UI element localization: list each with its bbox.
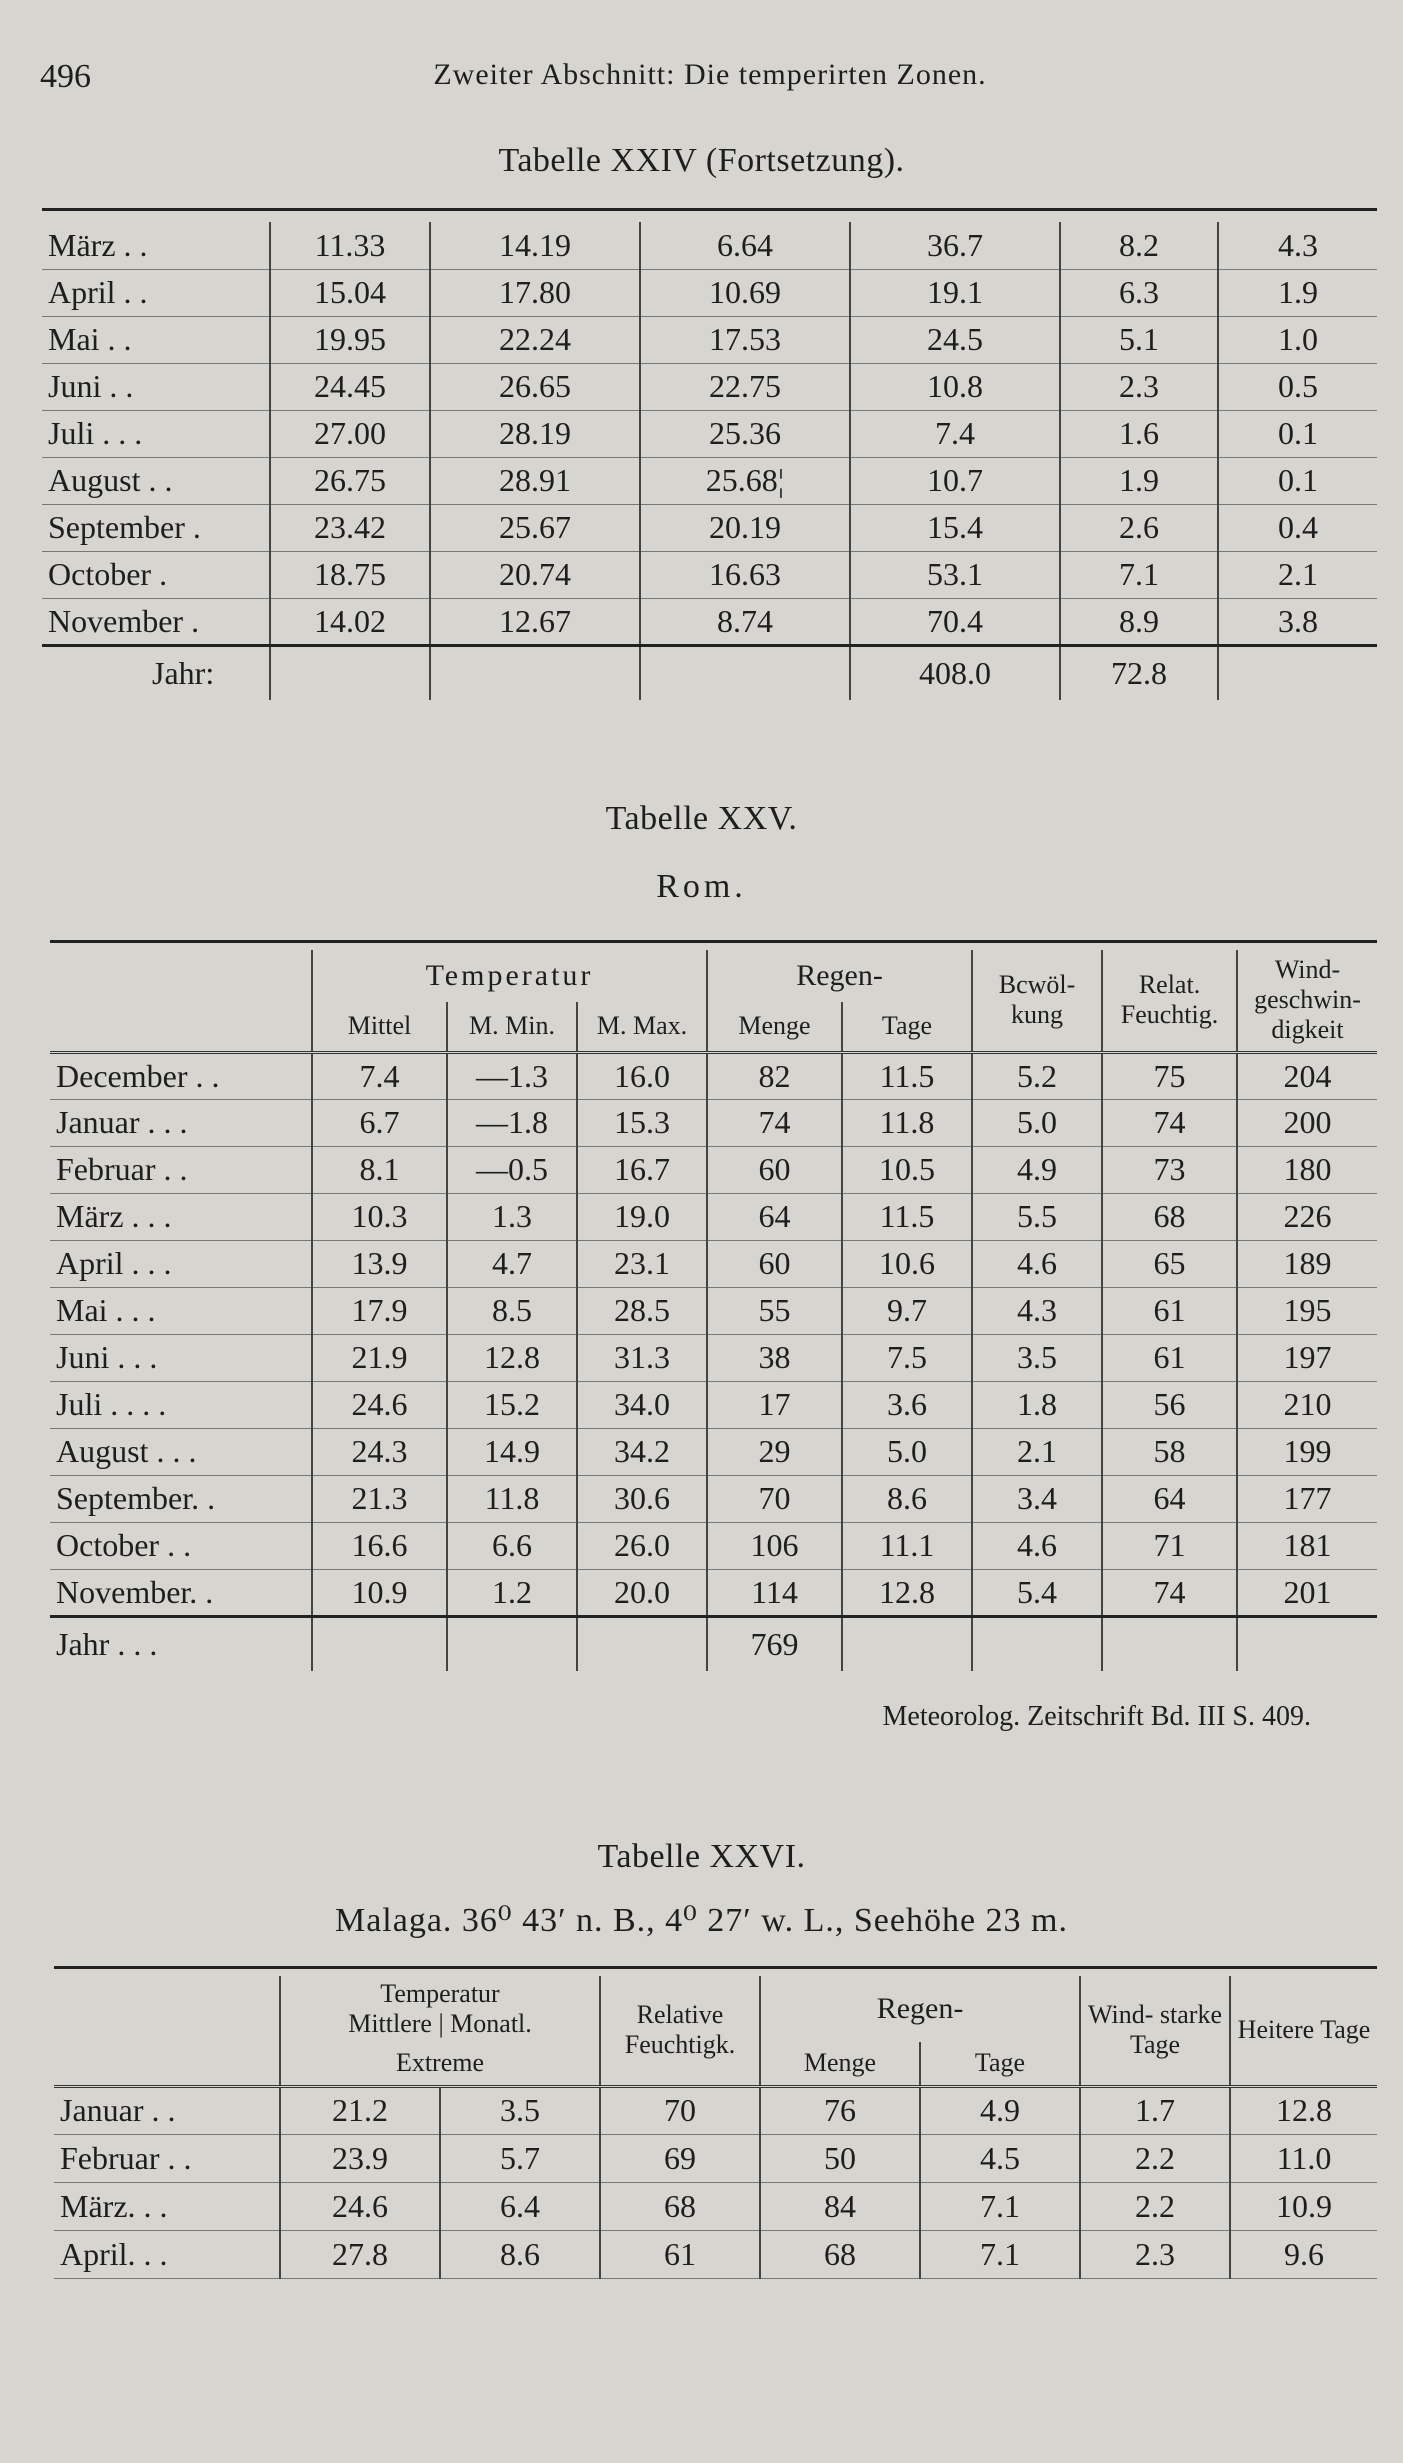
t25-cell: 20.0 (577, 1569, 707, 1616)
t24-cell: 7.4 (850, 410, 1060, 457)
t25-cell: 16.7 (577, 1146, 707, 1193)
t25-row (50, 1099, 1377, 1146)
t25-cell: 10.5 (842, 1146, 972, 1193)
t24-cell: 17.53 (640, 316, 850, 363)
t24-cell: 18.75 (270, 551, 430, 598)
t24-cell: 1.0 (1218, 316, 1377, 363)
t25-cell: 12.8 (842, 1569, 972, 1616)
running-title: Zweiter Abschnitt: Die temperirten Zonen. (433, 58, 987, 91)
t25-cell: 74 (1102, 1569, 1237, 1616)
t25-cell: 7.4 (312, 1052, 447, 1099)
t25-cell: 68 (1102, 1193, 1237, 1240)
t24-cell: 22.24 (430, 316, 640, 363)
t24-cell: 53.1 (850, 551, 1060, 598)
t24-cell: 70.4 (850, 598, 1060, 645)
t26-cell: 7.1 (920, 2182, 1080, 2230)
t24-cell: 5.1 (1060, 316, 1218, 363)
t25-total-cell (842, 1616, 972, 1671)
t25-row-label: Juli . . . . (50, 1381, 312, 1428)
t25-row-label: April . . . (50, 1240, 312, 1287)
t25-row-label: December . . (50, 1052, 312, 1099)
t25-header-relat: Relat. Feuchtig. (1102, 950, 1237, 1052)
t24-cell: 1.9 (1060, 457, 1218, 504)
t25-cell: 3.5 (972, 1334, 1102, 1381)
t25-cell: 8.6 (842, 1475, 972, 1522)
t25-cell: 13.9 (312, 1240, 447, 1287)
t25-total-cell (1102, 1616, 1237, 1671)
t24-cell: 0.1 (1218, 410, 1377, 457)
t26-cell: 2.3 (1080, 2230, 1230, 2278)
t24-total-cell (270, 645, 430, 700)
t26-cell: 8.6 (440, 2230, 600, 2278)
t25-cell: —1.3 (447, 1052, 577, 1099)
t25-cell: 60 (707, 1240, 842, 1287)
t26-cell: 5.7 (440, 2134, 600, 2182)
t24-row-label: September . (42, 504, 270, 551)
t25-cell: 60 (707, 1146, 842, 1193)
t25-cell: 6.6 (447, 1522, 577, 1569)
t25-cell: 82 (707, 1052, 842, 1099)
t26-cell: 50 (760, 2134, 920, 2182)
t25-cell: 226 (1237, 1193, 1377, 1240)
t26-header-heitere: Heitere Tage (1230, 1976, 1377, 2086)
t25-header-mittel: Mittel (312, 1002, 447, 1052)
t25-cell: 65 (1102, 1240, 1237, 1287)
t24-cell: 0.4 (1218, 504, 1377, 551)
t25-cell: 11.1 (842, 1522, 972, 1569)
t26-row-label: Januar . . (54, 2086, 280, 2134)
t24-cell: 16.63 (640, 551, 850, 598)
t24-cell: 8.2 (1060, 222, 1218, 269)
t25-row-label: März . . . (50, 1193, 312, 1240)
t25-cell: 177 (1237, 1475, 1377, 1522)
t24-cell: 26.65 (430, 363, 640, 410)
t25-cell: —1.8 (447, 1099, 577, 1146)
t25-cell: 16.0 (577, 1052, 707, 1099)
t26-cell: 70 (600, 2086, 760, 2134)
t25-cell: 4.6 (972, 1240, 1102, 1287)
t26-header-menge: Menge (760, 2042, 920, 2086)
t25-cell: 200 (1237, 1099, 1377, 1146)
t24-cell: 22.75 (640, 363, 850, 410)
t25-row (50, 1475, 1377, 1522)
t26-cell: 23.9 (280, 2134, 440, 2182)
t25-corner (50, 950, 312, 1052)
t25-cell: 10.3 (312, 1193, 447, 1240)
t24-cell: 36.7 (850, 222, 1060, 269)
t25-row (50, 1522, 1377, 1569)
t24-row-label: November . (42, 598, 270, 645)
t25-cell: 11.8 (447, 1475, 577, 1522)
t24-row (42, 316, 1377, 363)
t26-header-temperatur-label: Temperatur (380, 1979, 500, 2009)
t24-cell: 25.67 (430, 504, 640, 551)
table-25-title: Tabelle XXV. (605, 800, 798, 837)
t25-row-label: Mai . . . (50, 1287, 312, 1334)
t25-header-bewoelkung: Bcwöl- kung (972, 950, 1102, 1052)
t24-cell: 10.7 (850, 457, 1060, 504)
t25-cell: 201 (1237, 1569, 1377, 1616)
t25-row (50, 1428, 1377, 1475)
t25-cell: 5.2 (972, 1052, 1102, 1099)
t25-cell: 11.5 (842, 1193, 972, 1240)
t24-cell: 4.3 (1218, 222, 1377, 269)
t26-header-regen: Regen- (760, 1976, 1080, 2042)
t25-cell: 38 (707, 1334, 842, 1381)
t24-total-cell: 72.8 (1060, 645, 1218, 700)
t25-total-cell (972, 1616, 1102, 1671)
t25-total-cell (1237, 1616, 1377, 1671)
t25-cell: 11.5 (842, 1052, 972, 1099)
t25-cell: 28.5 (577, 1287, 707, 1334)
t24-cell: 8.9 (1060, 598, 1218, 645)
t24-cell: 19.1 (850, 269, 1060, 316)
t25-cell: 64 (707, 1193, 842, 1240)
t25-cell: 1.8 (972, 1381, 1102, 1428)
t25-cell: 10.9 (312, 1569, 447, 1616)
t25-cell: 189 (1237, 1240, 1377, 1287)
t25-cell: 197 (1237, 1334, 1377, 1381)
t25-cell: 19.0 (577, 1193, 707, 1240)
table-25 (50, 950, 1377, 1671)
t24-cell: 19.95 (270, 316, 430, 363)
t24-cell: 24.45 (270, 363, 430, 410)
t26-header-wind: Wind- starke Tage (1080, 1976, 1230, 2086)
t25-cell: 5.0 (972, 1099, 1102, 1146)
t25-cell: 4.7 (447, 1240, 577, 1287)
t26-cell: 4.9 (920, 2086, 1080, 2134)
t26-cell: 69 (600, 2134, 760, 2182)
t25-cell: 5.5 (972, 1193, 1102, 1240)
t26-cell: 3.5 (440, 2086, 600, 2134)
t26-header-mittlere-monatl: Mittlere | Monatl. (348, 2009, 532, 2038)
t26-header-temperatur (280, 1976, 600, 2042)
t25-row-label: Februar . . (50, 1146, 312, 1193)
t25-cell: 1.3 (447, 1193, 577, 1240)
t26-cell: 84 (760, 2182, 920, 2230)
t25-cell: 4.6 (972, 1522, 1102, 1569)
t25-cell: 15.3 (577, 1099, 707, 1146)
t24-row (42, 222, 1377, 269)
t24-cell: 26.75 (270, 457, 430, 504)
t24-cell: 10.8 (850, 363, 1060, 410)
t26-cell: 68 (600, 2182, 760, 2230)
t26-cell: 76 (760, 2086, 920, 2134)
t25-row-label: Juni . . . (50, 1334, 312, 1381)
t25-row (50, 1334, 1377, 1381)
t25-cell: 34.0 (577, 1381, 707, 1428)
table-26 (54, 1976, 1377, 2279)
t25-cell: 55 (707, 1287, 842, 1334)
t25-header-regen: Regen- (707, 950, 972, 1002)
t25-cell: 61 (1102, 1334, 1237, 1381)
t26-cell: 7.1 (920, 2230, 1080, 2278)
table-25-subtitle: Rom. (656, 868, 747, 905)
t25-total-cell: 769 (707, 1616, 842, 1671)
t24-cell: 14.02 (270, 598, 430, 645)
t26-cell: 21.2 (280, 2086, 440, 2134)
t25-total-row (50, 1616, 1377, 1671)
t24-cell: 20.74 (430, 551, 640, 598)
t25-row-label: November. . (50, 1569, 312, 1616)
table-26-title: Tabelle XXVI. (597, 1838, 806, 1875)
t24-row-label: Juni . . (42, 363, 270, 410)
t25-cell: 21.3 (312, 1475, 447, 1522)
page-header (40, 52, 1380, 102)
t24-cell: 2.1 (1218, 551, 1377, 598)
t25-header-wind: Wind- geschwin- digkeit (1237, 950, 1377, 1052)
t24-row (42, 551, 1377, 598)
t26-header-relative: Relative Feuchtigk. (600, 1976, 760, 2086)
t25-row-label: Januar . . . (50, 1099, 312, 1146)
t24-cell: 15.04 (270, 269, 430, 316)
t24-cell: 27.00 (270, 410, 430, 457)
t26-row-label: März. . . (54, 2182, 280, 2230)
t24-cell: 1.9 (1218, 269, 1377, 316)
t25-row-label: September. . (50, 1475, 312, 1522)
t25-cell: 199 (1237, 1428, 1377, 1475)
t25-cell: 23.1 (577, 1240, 707, 1287)
t25-cell: 70 (707, 1475, 842, 1522)
t24-row (42, 598, 1377, 645)
t25-cell: 29 (707, 1428, 842, 1475)
t25-header-mmin: M. Min. (447, 1002, 577, 1052)
t24-cell: 23.42 (270, 504, 430, 551)
page-number: 496 (40, 58, 91, 95)
t25-cell: 114 (707, 1569, 842, 1616)
t24-cell: 25.36 (640, 410, 850, 457)
t25-cell: 17 (707, 1381, 842, 1428)
t24-total-cell: 408.0 (850, 645, 1060, 700)
t24-row (42, 504, 1377, 551)
t25-row (50, 1052, 1377, 1099)
t26-header-extreme: Extreme (280, 2042, 600, 2086)
t26-cell: 2.2 (1080, 2134, 1230, 2182)
t24-row (42, 410, 1377, 457)
t24-cell: 12.67 (430, 598, 640, 645)
t24-total-cell (430, 645, 640, 700)
t24-total-row (42, 645, 1377, 700)
t24-row-label: Mai . . (42, 316, 270, 363)
t26-row (54, 2182, 1377, 2230)
t24-cell: 1.6 (1060, 410, 1218, 457)
t25-cell: 24.3 (312, 1428, 447, 1475)
t24-cell: 7.1 (1060, 551, 1218, 598)
t25-header-temperatur: Temperatur (312, 950, 707, 1002)
table-25-top-rule (50, 940, 1377, 943)
t25-total-cell (447, 1616, 577, 1671)
t26-row-label: April. . . (54, 2230, 280, 2278)
t24-cell: 15.4 (850, 504, 1060, 551)
t26-row (54, 2230, 1377, 2278)
t26-header-tage: Tage (920, 2042, 1080, 2086)
t24-cell: 6.64 (640, 222, 850, 269)
t25-total-cell (577, 1616, 707, 1671)
t25-header-mmax: M. Max. (577, 1002, 707, 1052)
t25-cell: 5.4 (972, 1569, 1102, 1616)
t25-cell: 4.9 (972, 1146, 1102, 1193)
t25-cell: 31.3 (577, 1334, 707, 1381)
t24-cell: 20.19 (640, 504, 850, 551)
t25-cell: 74 (1102, 1099, 1237, 1146)
table-26-top-rule (54, 1966, 1377, 1969)
t26-cell: 10.9 (1230, 2182, 1377, 2230)
t25-cell: 15.2 (447, 1381, 577, 1428)
t26-cell: 1.7 (1080, 2086, 1230, 2134)
t25-cell: 6.7 (312, 1099, 447, 1146)
t26-cell: 68 (760, 2230, 920, 2278)
t26-row (54, 2086, 1377, 2134)
t25-cell: 195 (1237, 1287, 1377, 1334)
t25-cell: 106 (707, 1522, 842, 1569)
t25-header-menge: Menge (707, 1002, 842, 1052)
t26-cell: 61 (600, 2230, 760, 2278)
t25-cell: 11.8 (842, 1099, 972, 1146)
t25-cell: 21.9 (312, 1334, 447, 1381)
t24-cell: 28.91 (430, 457, 640, 504)
t25-cell: 3.4 (972, 1475, 1102, 1522)
t26-cell: 2.2 (1080, 2182, 1230, 2230)
t24-row-label: April . . (42, 269, 270, 316)
t24-row (42, 269, 1377, 316)
t25-cell: 8.1 (312, 1146, 447, 1193)
t25-cell: 180 (1237, 1146, 1377, 1193)
t25-cell: 74 (707, 1099, 842, 1146)
t24-cell: 0.1 (1218, 457, 1377, 504)
t26-cell: 4.5 (920, 2134, 1080, 2182)
t26-cell: 11.0 (1230, 2134, 1377, 2182)
t25-cell: 26.0 (577, 1522, 707, 1569)
t26-row (54, 2134, 1377, 2182)
t25-cell: 17.9 (312, 1287, 447, 1334)
t25-total-label: Jahr . . . (56, 1625, 158, 1662)
t25-cell: 58 (1102, 1428, 1237, 1475)
t24-row-label: Juli . . . (42, 410, 270, 457)
t26-corner (54, 1976, 280, 2086)
t24-row-label: October . (42, 551, 270, 598)
t24-cell: 24.5 (850, 316, 1060, 363)
t24-row (42, 457, 1377, 504)
table-26-subtitle: Malaga. 36⁰ 43′ n. B., 4⁰ 27′ w. L., Seehöhe 23 m. (334, 1902, 1068, 1939)
t25-cell: 181 (1237, 1522, 1377, 1569)
table-24-title: Tabelle XXIV (Fortsetzung). (498, 142, 905, 179)
t26-cell: 6.4 (440, 2182, 600, 2230)
t24-cell: 2.3 (1060, 363, 1218, 410)
t25-cell: 10.6 (842, 1240, 972, 1287)
t25-row (50, 1146, 1377, 1193)
t25-cell: 5.0 (842, 1428, 972, 1475)
t25-cell: 75 (1102, 1052, 1237, 1099)
t25-cell: —0.5 (447, 1146, 577, 1193)
t25-cell: 30.6 (577, 1475, 707, 1522)
t24-cell: 2.6 (1060, 504, 1218, 551)
t24-cell: 6.3 (1060, 269, 1218, 316)
t26-cell: 9.6 (1230, 2230, 1377, 2278)
t25-cell: 16.6 (312, 1522, 447, 1569)
t25-cell: 3.6 (842, 1381, 972, 1428)
t25-row-label: October . . (50, 1522, 312, 1569)
t25-row (50, 1193, 1377, 1240)
t25-cell: 61 (1102, 1287, 1237, 1334)
t25-cell: 204 (1237, 1052, 1377, 1099)
t25-cell: 1.2 (447, 1569, 577, 1616)
t25-cell: 71 (1102, 1522, 1237, 1569)
t25-cell: 14.9 (447, 1428, 577, 1475)
t24-total-cell (1218, 645, 1377, 700)
t24-cell: 14.19 (430, 222, 640, 269)
t25-row (50, 1381, 1377, 1428)
t25-cell: 34.2 (577, 1428, 707, 1475)
t26-cell: 27.8 (280, 2230, 440, 2278)
t26-row-label: Februar . . (54, 2134, 280, 2182)
t26-cell: 12.8 (1230, 2086, 1377, 2134)
table-24 (42, 222, 1377, 700)
t24-cell: 8.74 (640, 598, 850, 645)
t25-cell: 4.3 (972, 1287, 1102, 1334)
t25-cell: 9.7 (842, 1287, 972, 1334)
t24-cell: 17.80 (430, 269, 640, 316)
t25-cell: 24.6 (312, 1381, 447, 1428)
t25-cell: 56 (1102, 1381, 1237, 1428)
t25-total-cell (312, 1616, 447, 1671)
t24-cell: 0.5 (1218, 363, 1377, 410)
t24-total-label: Jahr: (152, 654, 215, 691)
t25-cell: 64 (1102, 1475, 1237, 1522)
t25-cell: 210 (1237, 1381, 1377, 1428)
t24-cell: 3.8 (1218, 598, 1377, 645)
t25-cell: 12.8 (447, 1334, 577, 1381)
t24-cell: 28.19 (430, 410, 640, 457)
t25-row (50, 1569, 1377, 1616)
t25-cell: 73 (1102, 1146, 1237, 1193)
t24-row-label: August . . (42, 457, 270, 504)
t25-cell: 2.1 (972, 1428, 1102, 1475)
t26-cell: 24.6 (280, 2182, 440, 2230)
t24-row (42, 363, 1377, 410)
t24-cell: 10.69 (640, 269, 850, 316)
t25-cell: 8.5 (447, 1287, 577, 1334)
t25-row (50, 1287, 1377, 1334)
t25-row (50, 1240, 1377, 1287)
t24-total-cell (640, 645, 850, 700)
t25-header-tage: Tage (842, 1002, 972, 1052)
t24-cell: 11.33 (270, 222, 430, 269)
t24-row-label: März . . (42, 222, 270, 269)
t25-cell: 7.5 (842, 1334, 972, 1381)
table-24-top-rule (42, 208, 1377, 211)
t24-cell: 25.68¦ (640, 457, 850, 504)
table-25-source: Meteorolog. Zeitschrift Bd. III S. 409. (882, 1701, 1311, 1732)
t25-row-label: August . . . (50, 1428, 312, 1475)
